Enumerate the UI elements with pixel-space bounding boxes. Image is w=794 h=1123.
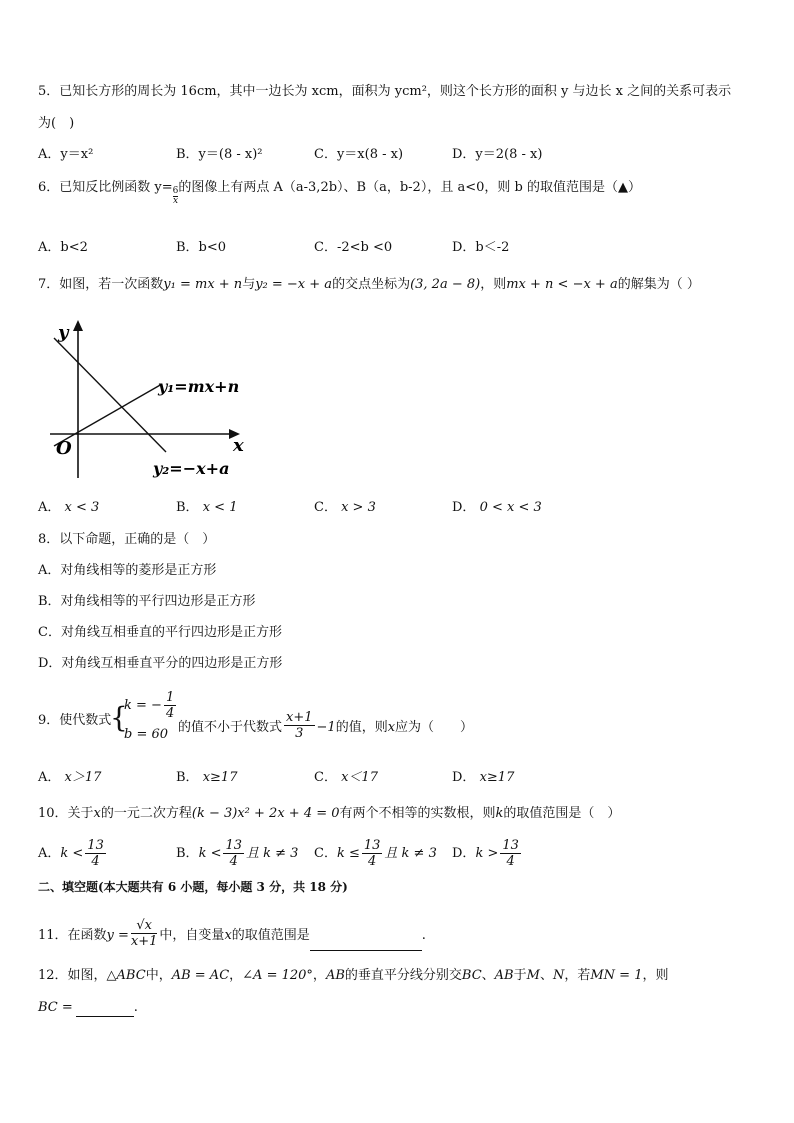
q10-var2: k	[495, 806, 504, 821]
q9-brace: {	[110, 701, 128, 734]
q7-option-c	[314, 499, 376, 517]
q7-option-b	[176, 499, 237, 517]
q10-option-b-frac	[223, 838, 244, 869]
q12-text-h: ，若	[564, 968, 591, 983]
q11-den: x+1	[130, 934, 158, 949]
q12-line2	[38, 999, 138, 1017]
q5-option-d: D．y＝2(8 - x)	[452, 147, 543, 162]
q6-option-a: A．b<2	[38, 240, 88, 255]
q6-option-b: B．b<0	[176, 240, 227, 255]
q7-text-4: ，则	[480, 277, 507, 292]
q11-mid: 中，自变量	[159, 928, 225, 943]
q12-prefix: 12．如图，	[38, 968, 107, 983]
q12-text-g: 、	[539, 968, 553, 983]
q10-option-c-den: 4	[367, 854, 377, 869]
q10-option-c-frac	[362, 838, 383, 869]
q10-option-a-den: 4	[91, 854, 100, 869]
q9-sys-top-den: 4	[165, 706, 175, 721]
q7-option-c-math: x > 3	[341, 500, 376, 515]
q10-option-c-letter: C．	[314, 846, 337, 861]
q9-option-c-math: x＜17	[341, 770, 378, 785]
q10-mid: 的一元二次方程	[100, 806, 192, 821]
q12-seg: AB	[325, 968, 345, 983]
q10-option-c-num: 13	[363, 838, 381, 853]
q11-frac	[131, 918, 158, 949]
q10-option-d-letter: D．	[452, 846, 476, 861]
q9-option-d-letter: D．	[452, 770, 476, 785]
q9-option-b-letter: B．	[176, 770, 199, 785]
q10-option-c-lhs: k ≤	[336, 846, 360, 861]
q12-seg2: BC	[461, 968, 482, 983]
q8-option-b: B．对角线相等的平行四边形是正方形	[38, 594, 256, 609]
q9-frac	[284, 710, 315, 741]
q5-option-c: C．y＝x(8 - x)	[314, 147, 404, 162]
q12-text-i: ，则	[642, 968, 669, 983]
q10-option-c	[314, 838, 437, 869]
section2-heading: 二、填空题(本大题共有 6 小题，每小题 3 分，共 18 分)	[38, 880, 348, 894]
q10-option-a-lhs: k <	[60, 846, 84, 861]
q10-var: x	[93, 806, 101, 821]
q9-sys-top-num: 1	[165, 690, 175, 705]
q10-option-d-frac	[500, 838, 521, 869]
q12-pt2: N	[552, 968, 565, 983]
q11-var: x	[224, 928, 232, 943]
q10-equation: (k − 3)x² + 2x + 4 = 0	[191, 806, 340, 821]
q12-text-e: 、	[481, 968, 495, 983]
q7-option-b-math: x < 1	[202, 500, 238, 515]
q7-eq2: y₂ = −x + a	[255, 277, 333, 292]
q10-option-b-lhs: k <	[198, 846, 222, 861]
q6-stem	[38, 178, 641, 206]
q9-suffix: 的值，则	[335, 720, 388, 735]
q5-option-a: A．y＝x²	[38, 147, 94, 162]
q10-option-a-frac	[85, 838, 106, 869]
q12-text-a: 中，	[145, 968, 172, 983]
q7-text-1: 7．如图，若一次函数	[38, 277, 164, 292]
q12-eq1: AB = AC	[171, 968, 230, 983]
q9-option-a	[38, 769, 101, 787]
q8-option-c: C．对角线互相垂直的平行四边形是正方形	[38, 625, 282, 640]
q6-fraction	[173, 187, 179, 206]
q9-sys-bottom: b = 60	[124, 727, 169, 742]
q6-option-d: D．b＜-2	[452, 240, 510, 255]
q7-option-a	[38, 499, 99, 517]
q5-option-b: B．y＝(8 - x)²	[176, 147, 263, 162]
q11-lhs: y =	[106, 928, 129, 943]
q10-option-a	[38, 838, 108, 869]
q8-stem: 8．以下命题，正确的是（ ）	[38, 532, 216, 547]
q7-option-a-letter: A．	[38, 500, 61, 515]
q6-option-c: C．-2<b <0	[314, 240, 393, 255]
q9-prefix: 9．使代数式	[38, 713, 112, 728]
q10-option-d-num: 13	[502, 838, 519, 853]
q10-option-a-num: 13	[87, 838, 104, 853]
q9-sys-top-frac	[164, 690, 176, 721]
q12-text-b: ，	[229, 968, 243, 983]
y-axis-label: y	[58, 322, 69, 343]
q9-option-c-letter: C．	[314, 770, 337, 785]
q10-stem	[38, 805, 620, 823]
q8-option-a: A．对角线相等的菱形是正方形	[38, 563, 217, 578]
q10-option-d-lhs: k >	[475, 846, 499, 861]
q12-line1	[38, 967, 669, 985]
q12-mn: MN = 1	[590, 968, 643, 983]
q10-option-d	[452, 838, 523, 869]
q7-point: (3, 2a − 8)	[410, 277, 481, 292]
q7-option-d	[452, 499, 542, 517]
q9-mid: 的值不小于代数式	[178, 720, 283, 735]
q7-stem	[38, 276, 700, 294]
q11-answer-blank[interactable]	[310, 936, 422, 951]
q12-answer-blank[interactable]	[76, 1002, 134, 1017]
q12-triangle: △ABC	[106, 968, 146, 983]
q7-inequality: mx + n < −x + a	[506, 277, 618, 292]
q6-frac-num: 6	[172, 186, 179, 196]
q5-stem-line2: 为( )	[38, 116, 75, 131]
q10-option-d-den: 4	[506, 854, 515, 869]
q7-text-5: 的解集为（ ）	[617, 277, 700, 292]
line-y2-label: y₂=−x+a	[153, 459, 230, 478]
line-y2	[54, 338, 166, 452]
q11-stem	[38, 920, 426, 951]
q10-option-b	[176, 838, 298, 869]
q9-rest	[178, 712, 473, 743]
q6-prefix: 6．已知反比例函数 y=	[38, 180, 173, 195]
q7-text-3: 的交点坐标为	[332, 277, 411, 292]
q12-seg3: AB	[494, 968, 514, 983]
q9-system	[124, 690, 178, 742]
q10-option-b-tail: 且 k ≠ 3	[246, 846, 299, 861]
q6-frac-den: x	[172, 196, 179, 206]
q9-option-d-math: x≥17	[479, 770, 515, 785]
x-axis-label: x	[233, 435, 244, 456]
line-y1-label: y₁=mx+n	[158, 377, 240, 396]
q9-after-frac: −1	[316, 720, 336, 735]
q8-option-d: D．对角线互相垂直平分的四边形是正方形	[38, 656, 283, 671]
q7-text-2: 与	[242, 277, 256, 292]
q9-sys-top-lhs: k = −	[124, 698, 162, 713]
q11-period: .	[421, 928, 426, 943]
q7-option-c-letter: C．	[314, 500, 337, 515]
q11-num: √x	[131, 918, 158, 934]
q9-option-a-math: x＞17	[64, 770, 102, 785]
q10-prefix: 10．关于	[38, 806, 94, 821]
q12-pt1: M	[526, 968, 540, 983]
q10-option-b-num: 13	[225, 838, 243, 853]
q7-option-a-math: x < 3	[64, 500, 100, 515]
q12-text-c: ，	[312, 968, 326, 983]
q12-text-f: 于	[513, 968, 527, 983]
q12-bc: BC =	[38, 1000, 73, 1015]
q9-option-d	[452, 769, 514, 787]
q10-end: 的取值范围是（ ）	[503, 806, 621, 821]
q9-frac-num: x+1	[286, 710, 313, 725]
q7-graph	[40, 318, 255, 483]
q5-stem-line1: 5．已知长方形的周长为 16cm，其中一边长为 xcm，面积为 ycm²，则这个长方形的面积 y 与边长 x 之间的关系可表示	[38, 84, 732, 99]
q11-prefix: 11．在函数	[38, 928, 107, 943]
q12-text-d: 的垂直平分线分别交	[344, 968, 462, 983]
q9-frac-den: 3	[295, 726, 304, 741]
q7-eq1: y₁ = mx + n	[163, 277, 243, 292]
q7-option-b-letter: B．	[176, 500, 199, 515]
q9-var: x	[387, 720, 396, 735]
q9-option-b	[176, 769, 237, 787]
q12-angle: ∠A = 120°	[242, 968, 313, 983]
q10-option-b-letter: B．	[176, 846, 199, 861]
q10-option-a-letter: A．	[38, 846, 61, 861]
q9-end: 应为（ ）	[395, 720, 474, 735]
q7-option-d-letter: D．	[452, 500, 476, 515]
q10-mid2: 有两个不相等的实数根，则	[339, 806, 496, 821]
q10-option-b-den: 4	[229, 854, 238, 869]
q10-option-c-tail: 且 k ≠ 3	[384, 846, 437, 861]
origin-label: O	[56, 438, 72, 459]
q12-period: .	[133, 1000, 138, 1015]
q6-suffix: 的图像上有两点 A（a-3,2b）、B（a，b-2），且 a<0，则 b 的取值范围是（▲）	[178, 180, 641, 195]
q11-end: 的取值范围是	[231, 928, 310, 943]
y-axis-arrow	[73, 320, 83, 331]
q9-option-c	[314, 769, 378, 787]
q7-option-d-math: 0 < x < 3	[479, 500, 542, 515]
q9-option-a-letter: A．	[38, 770, 61, 785]
q9-option-b-math: x≥17	[202, 770, 238, 785]
